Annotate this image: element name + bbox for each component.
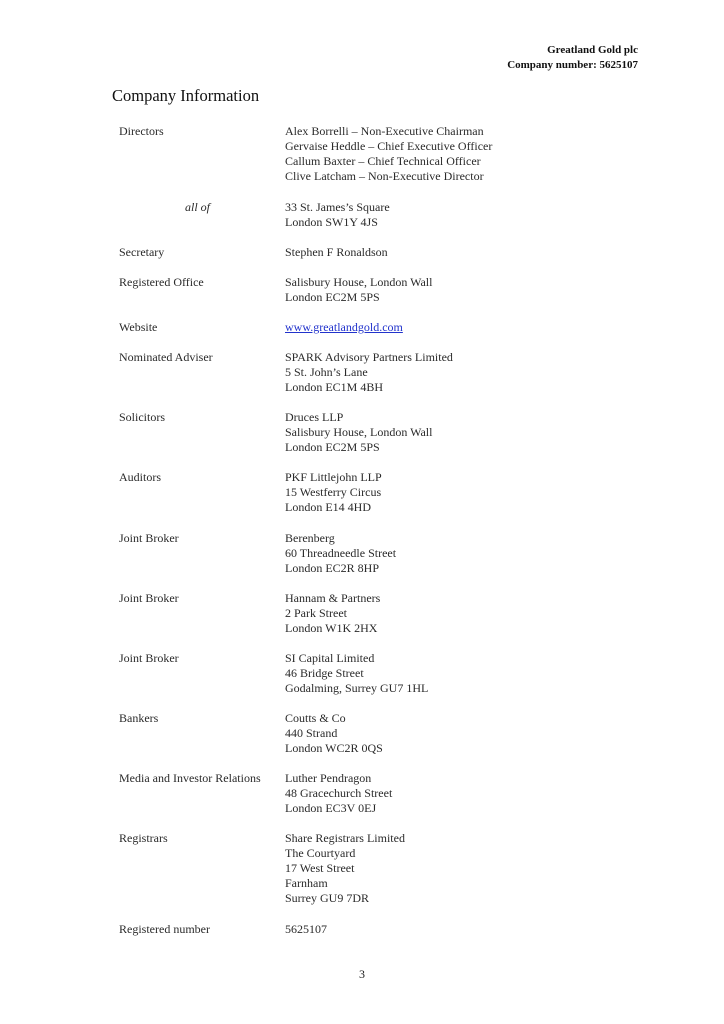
- address-line: London WC2R 0QS: [285, 741, 383, 755]
- label-directors: Directors: [119, 124, 164, 138]
- label-registered-office: Registered Office: [119, 275, 204, 289]
- value-registered-office: [285, 275, 432, 305]
- address-line: 60 Threadneedle Street: [285, 546, 397, 560]
- address-line: The Courtyard: [285, 846, 356, 860]
- value-solicitors: [285, 410, 432, 455]
- page-number: 3: [359, 967, 365, 981]
- address-line: London EC1M 4BH: [285, 380, 384, 394]
- value-directors-address: [285, 200, 390, 230]
- document-header: [507, 43, 638, 73]
- address-line: Berenberg: [285, 531, 335, 545]
- address-line: London EC3V 0EJ: [285, 801, 377, 815]
- address-line: London W1K 2HX: [285, 621, 378, 635]
- address-line: Salisbury House, London Wall: [285, 425, 433, 439]
- value-media-investor-relations: [285, 771, 392, 816]
- address-line: Godalming, Surrey GU7 1HL: [285, 681, 429, 695]
- address-line: London EC2M 5PS: [285, 290, 380, 304]
- label-auditors: Auditors: [119, 470, 161, 484]
- address-line: 5 St. John’s Lane: [285, 365, 368, 379]
- label-media-investor-relations: Media and Investor Relations: [119, 771, 261, 785]
- label-joint-broker: Joint Broker: [119, 591, 179, 605]
- address-line: SPARK Advisory Partners Limited: [285, 350, 453, 364]
- label-joint-broker: Joint Broker: [119, 531, 179, 545]
- label-registered-number: Registered number: [119, 922, 210, 936]
- address-line: Druces LLP: [285, 410, 344, 424]
- director-line: Alex Borrelli – Non-Executive Chairman: [285, 124, 484, 138]
- address-line: Coutts & Co: [285, 711, 346, 725]
- address-line: SI Capital Limited: [285, 651, 375, 665]
- address-line: London SW1Y 4JS: [285, 215, 378, 229]
- address-line: Share Registrars Limited: [285, 831, 405, 845]
- label-joint-broker: Joint Broker: [119, 651, 179, 665]
- company-name: Greatland Gold plc: [547, 44, 638, 56]
- address-line: 17 West Street: [285, 861, 355, 875]
- value-website: [285, 320, 403, 335]
- address-line: 33 St. James’s Square: [285, 200, 390, 214]
- registered-number: 5625107: [285, 922, 327, 936]
- company-number: Company number: 5625107: [507, 59, 638, 71]
- address-line: London EC2M 5PS: [285, 440, 380, 454]
- label-bankers: Bankers: [119, 711, 159, 725]
- address-line: PKF Littlejohn LLP: [285, 470, 382, 484]
- label-secretary: Secretary: [119, 245, 165, 259]
- address-line: Surrey GU9 7DR: [285, 891, 369, 905]
- address-line: London EC2R 8HP: [285, 561, 380, 575]
- address-line: London E14 4HD: [285, 500, 371, 514]
- secretary-line: Stephen F Ronaldson: [285, 245, 388, 259]
- address-line: 48 Gracechurch Street: [285, 786, 393, 800]
- page-title: Company Information: [112, 86, 260, 105]
- address-line: Hannam & Partners: [285, 591, 381, 605]
- label-registrars: Registrars: [119, 831, 168, 845]
- value-secretary: [285, 245, 388, 260]
- value-joint-broker-hannam: [285, 591, 380, 636]
- director-line: Callum Baxter – Chief Technical Officer: [285, 154, 481, 168]
- address-line: 15 Westferry Circus: [285, 485, 382, 499]
- website-link[interactable]: www.greatlandgold.com: [285, 320, 403, 334]
- value-joint-broker-berenberg: [285, 531, 396, 576]
- value-joint-broker-si-capital: [285, 651, 428, 696]
- value-registered-number: [285, 922, 327, 937]
- address-line: Salisbury House, London Wall: [285, 275, 433, 289]
- label-all-of: all of: [185, 200, 211, 214]
- address-line: 46 Bridge Street: [285, 666, 364, 680]
- value-nominated-adviser: [285, 350, 453, 395]
- value-directors: [285, 124, 492, 184]
- director-line: Gervaise Heddle – Chief Executive Officer: [285, 139, 493, 153]
- address-line: 440 Strand: [285, 726, 338, 740]
- label-website: Website: [119, 320, 158, 334]
- label-nominated-adviser: Nominated Adviser: [119, 350, 213, 364]
- address-line: Farnham: [285, 876, 328, 890]
- value-auditors: [285, 470, 382, 515]
- address-line: 2 Park Street: [285, 606, 347, 620]
- director-line: Clive Latcham – Non-Executive Director: [285, 169, 484, 183]
- address-line: Luther Pendragon: [285, 771, 372, 785]
- value-registrars: [285, 831, 405, 906]
- label-solicitors: Solicitors: [119, 410, 166, 424]
- value-bankers: [285, 711, 383, 756]
